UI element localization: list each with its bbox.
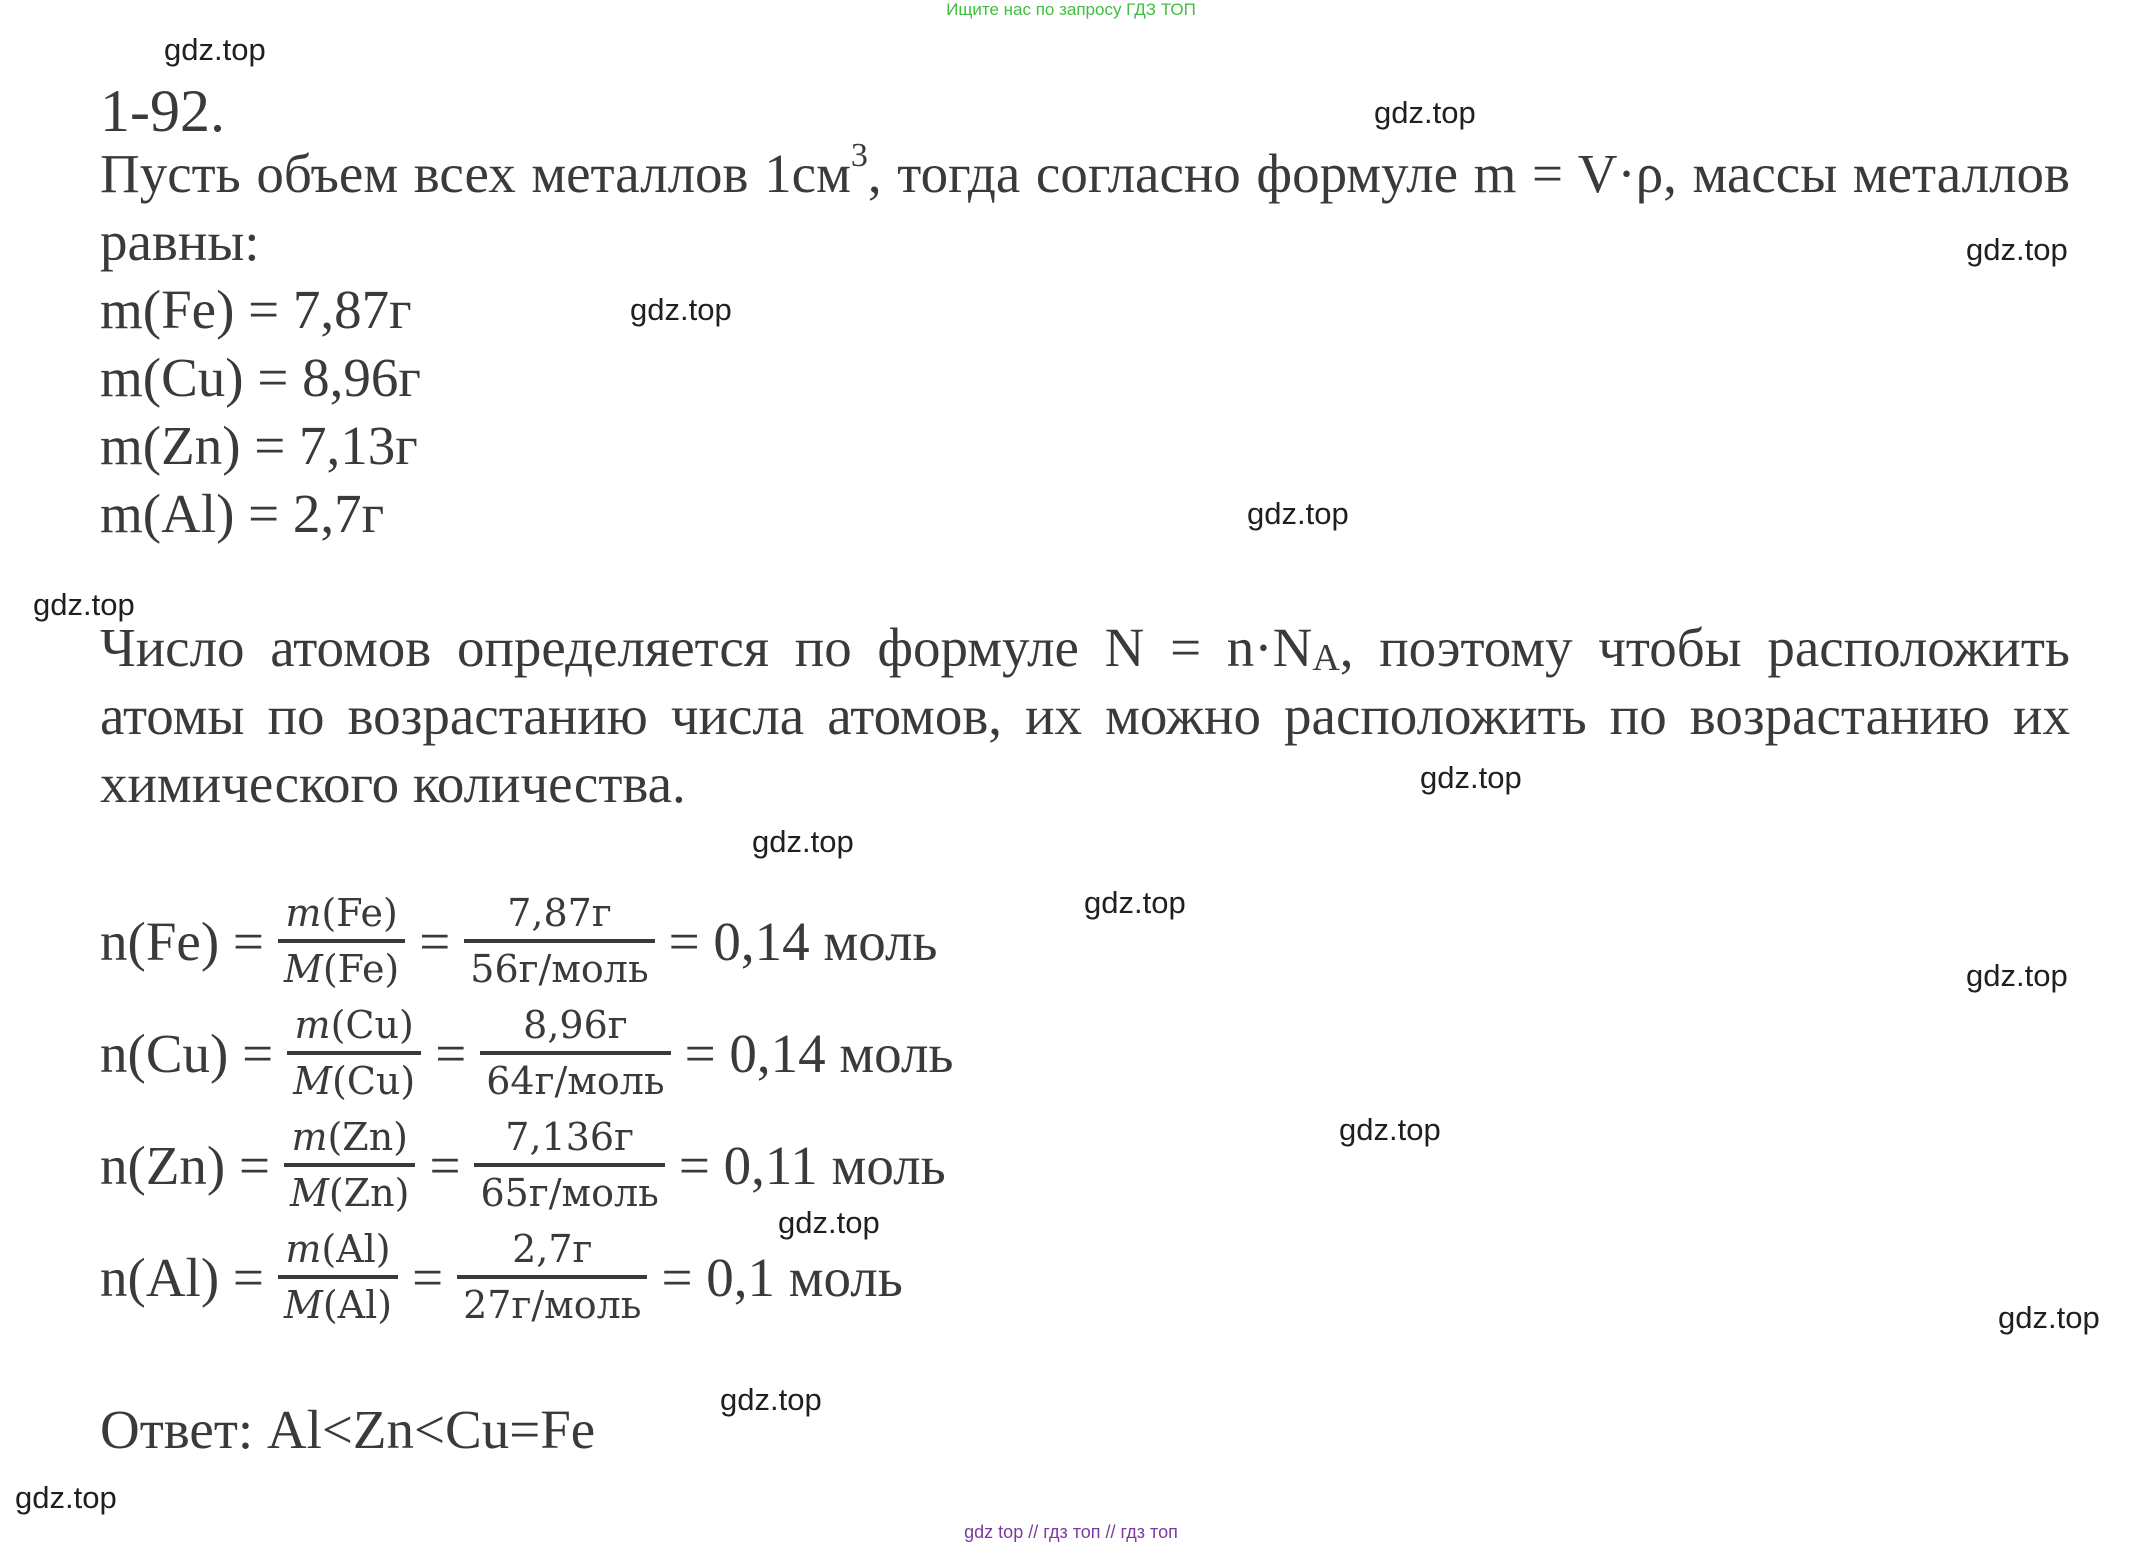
atoms-paragraph: Число атомов определяется по формуле $N = n\cdot N_A$, поэтому чтобы расположить атомы по возрастанию числа атомов, их можно расположить по возрастанию их химического количества.: [100, 617, 2070, 814]
answer: Ответ: Al<Zn<Cu=Fe: [100, 1399, 596, 1460]
footer-links[interactable]: gdz top // гдз топ // гдз топ: [964, 1522, 1178, 1542]
top-banner: Ищите нас по запросу ГДЗ ТОП: [946, 0, 1196, 19]
watermark: gdz.top: [1339, 1112, 1441, 1147]
equation-al: n(Al) = $\frac{m(Al)}{M(Al)}$ = $\frac{2,7г}{\text{27г/моль}}$ = 0,1 моль: [100, 1227, 903, 1327]
mass-zn: m(Zn) = 7,13г: [100, 415, 418, 476]
watermark: gdz.top: [1420, 760, 1522, 795]
watermark: gdz.top: [630, 292, 732, 327]
mass-cu: m(Cu) = 8,96г: [100, 347, 421, 408]
equation-fe: n(Fe) = $\frac{m(Fe)}{M(Fe)}$ = $\frac{7,87г}{\text{56г/моль}}$ = 0,14 моль: [100, 891, 938, 991]
watermark: gdz.top: [1374, 95, 1476, 130]
watermark: gdz.top: [1966, 232, 2068, 267]
watermark: gdz.top: [752, 824, 854, 859]
problem-number: 1-92.: [100, 78, 225, 144]
equation-zn: n(Zn) = $\frac{m(Zn)}{M(Zn)}$ = $\frac{7,136г}{\text{65г/моль}}$ = 0,11 моль: [100, 1115, 946, 1215]
mass-al: m(Al) = 2,7г: [100, 483, 385, 544]
intro-paragraph: Пусть объем всех металлов $1см^3$, тогда согласно формуле m = V·ρ, массы металлов равны:: [100, 137, 2070, 272]
watermark: gdz.top: [1966, 958, 2068, 993]
watermark: gdz.top: [720, 1382, 822, 1417]
watermark: gdz.top: [1247, 496, 1349, 531]
watermark: gdz.top: [778, 1205, 880, 1240]
watermark: gdz.top: [15, 1480, 117, 1515]
mass-fe: m(Fe) = 7,87г: [100, 279, 412, 340]
watermark: gdz.top: [33, 587, 135, 622]
watermark: gdz.top: [164, 32, 266, 67]
watermark: gdz.top: [1998, 1300, 2100, 1335]
equation-cu: n(Cu) = $\frac{m(Cu)}{M(Cu)}$ = $\frac{8,96г}{\text{64г/моль}}$ = 0,14 моль: [100, 1003, 954, 1103]
watermark: gdz.top: [1084, 885, 1186, 920]
